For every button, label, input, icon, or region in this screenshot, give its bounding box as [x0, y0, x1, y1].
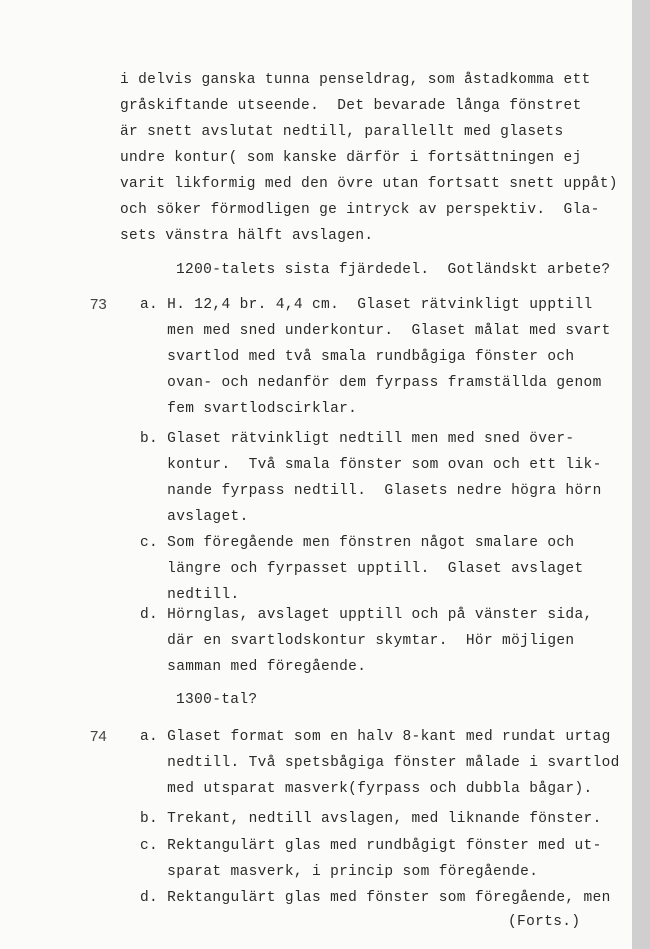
- item-73c-line: c. Som föregående men fönstren något smalare och: [140, 535, 575, 551]
- item-74c-line: sparat masverk, i princip som föregående.: [140, 864, 539, 880]
- item-73a-line: men med sned underkontur. Glaset målat med svart: [140, 323, 611, 339]
- item-74a-line: a. Glaset format som en halv 8-kant med rundat urtag: [140, 729, 611, 745]
- item-73b-line: b. Glaset rätvinkligt nedtill men med sned över-: [140, 431, 575, 447]
- entry-number-74: 74: [90, 728, 107, 745]
- dating-heading: 1200-talets sista fjärdedel. Gotländskt arbete?: [176, 262, 611, 278]
- item-74c-line: c. Rektangulärt glas med rundbågigt fönster med ut-: [140, 838, 602, 854]
- item-73a-line: fem svartlodscirklar.: [140, 401, 358, 417]
- item-74b-line: b. Trekant, nedtill avslagen, med liknande fönster.: [140, 811, 602, 827]
- text-line: sets vänstra hälft avslagen.: [120, 228, 374, 244]
- item-73c-line: nedtill.: [140, 587, 240, 603]
- item-74d-line: d. Rektangulärt glas med fönster som föregående, men: [140, 890, 611, 906]
- item-74a-line: nedtill. Två spetsbågiga fönster målade i svartlod: [140, 755, 620, 771]
- entry-number-73: 73: [90, 296, 107, 313]
- item-73c-line: längre och fyrpasset upptill. Glaset avslaget: [140, 561, 584, 577]
- item-73a-line: a. H. 12,4 br. 4,4 cm. Glaset rätvinkligt upptill: [140, 297, 593, 313]
- item-73b-line: avslaget.: [140, 509, 249, 525]
- item-73a-line: svartlod med två smala rundbågiga fönster och: [140, 349, 575, 365]
- continuation-note: (Forts.): [508, 914, 581, 930]
- text-line: undre kontur( som kanske därför i fortsättningen ej: [120, 150, 582, 166]
- dating-heading: 1300-tal?: [176, 692, 258, 708]
- text-line: varit likformig med den övre utan fortsatt snett uppåt): [120, 176, 618, 192]
- item-73d-line: d. Hörnglas, avslaget upptill och på vänster sida,: [140, 607, 593, 623]
- item-73b-line: nande fyrpass nedtill. Glasets nedre högra hörn: [140, 483, 602, 499]
- text-line: i delvis ganska tunna penseldrag, som åstadkomma ett: [120, 72, 591, 88]
- text-line: är snett avslutat nedtill, parallellt med glasets: [120, 124, 564, 140]
- item-73d-line: samman med föregående.: [140, 659, 367, 675]
- text-line: gråskiftande utseende. Det bevarade långa fönstret: [120, 98, 582, 114]
- page-edge: [632, 0, 650, 949]
- item-73b-line: kontur. Två smala fönster som ovan och ett lik-: [140, 457, 602, 473]
- text-line: och söker förmodligen ge intryck av perspektiv. Gla-: [120, 202, 600, 218]
- item-73d-line: där en svartlodskontur skymtar. Hör möjligen: [140, 633, 575, 649]
- item-74a-line: med utsparat masverk(fyrpass och dubbla bågar).: [140, 781, 593, 797]
- item-73a-line: ovan- och nedanför dem fyrpass framställda genom: [140, 375, 602, 391]
